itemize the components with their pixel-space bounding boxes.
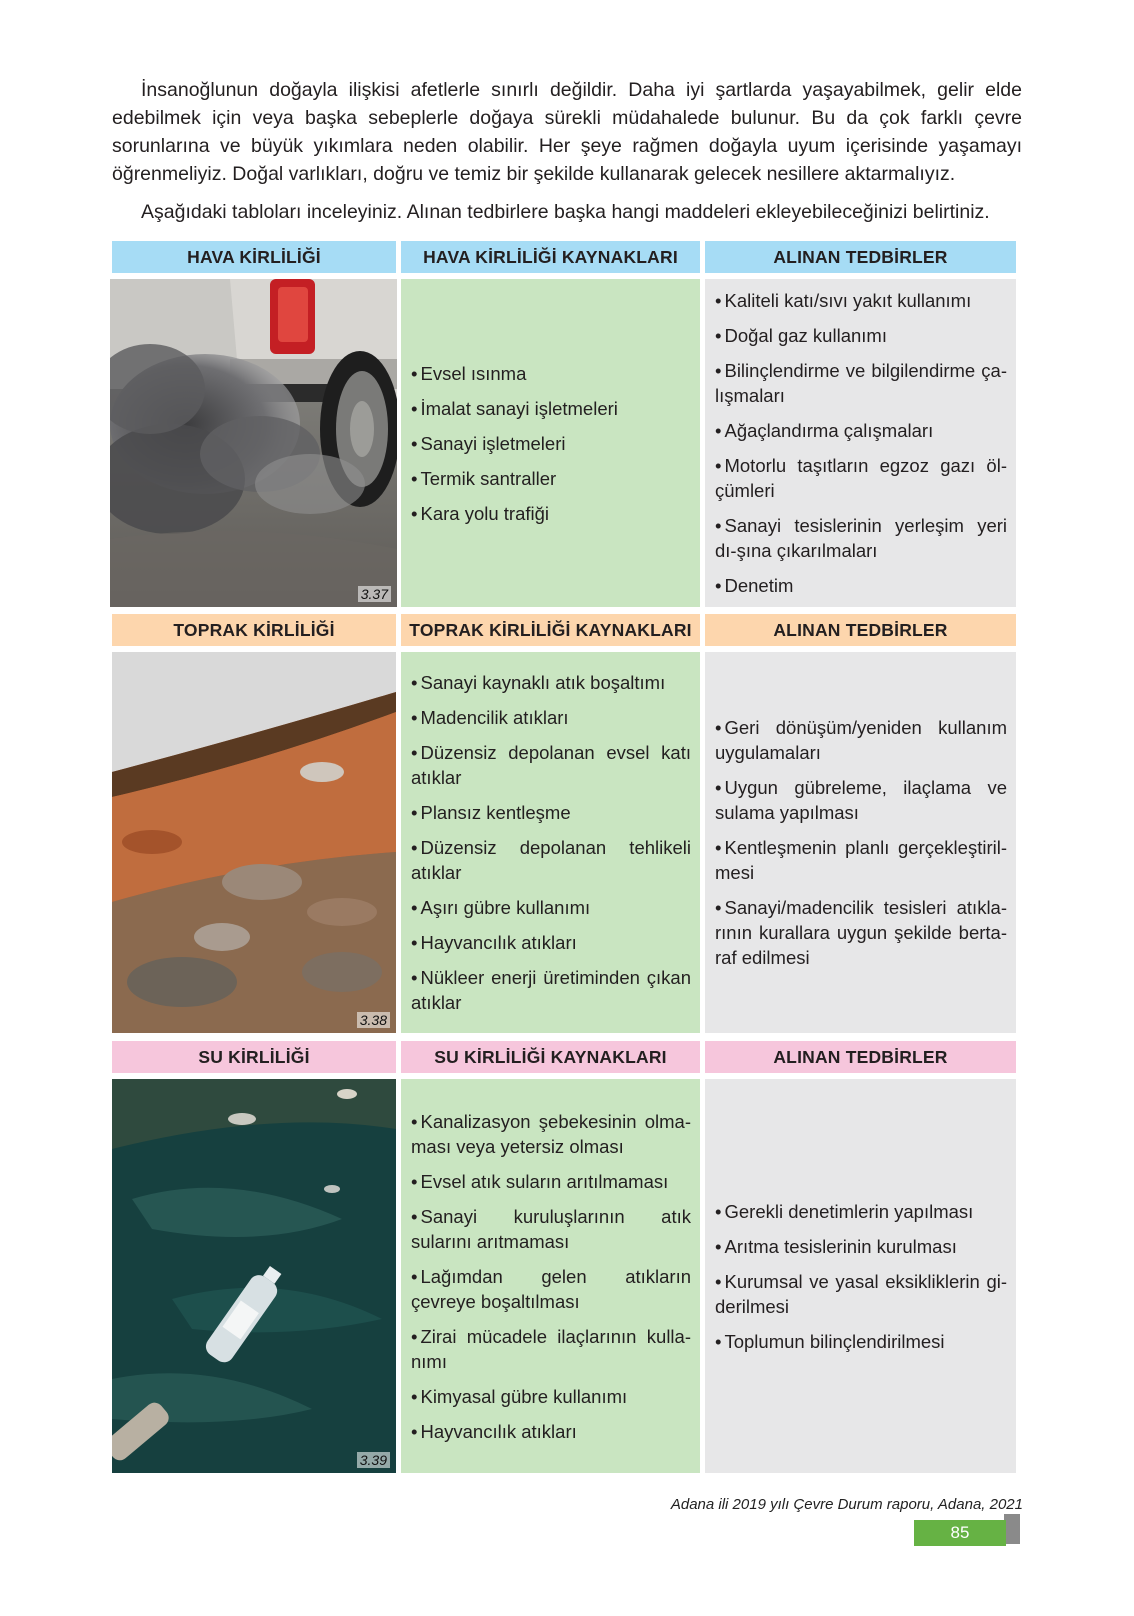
list-item: • Termik santraller: [411, 466, 691, 491]
water-sources-header: SU KİRLİLİĞİ KAYNAKLARI: [401, 1041, 700, 1073]
polluted-soil-image: [112, 652, 396, 1033]
air-sources-header: HAVA KİRLİLİĞİ KAYNAKLARI: [401, 241, 700, 273]
intro-paragraph-1: İnsanoğlunun doğayla ilişkisi afetlerle sınırlı değildir. Daha iyi şartlarda yaşayabilmek, gelir elde edebilmek için veya başka sebeplerle doğaya sürekli müdahalede bulunur. Bu da çok farklı çevre sorunlarına ve büyük yıkımlara neden olabilir. Her şeye rağmen doğayla uyum içerisinde yaşamayı öğrenmeliyiz. Doğal varlıkları, doğru ve temiz bir şekilde kullanarak gelecek nesillere aktarmalıyız.: [112, 79, 1022, 185]
water-measures-cell: [705, 1079, 1016, 1473]
list-item: • Sanayi kaynaklı atık boşaltımı: [411, 670, 691, 695]
list-item: • Sanayi işletmeleri: [411, 431, 691, 456]
list-item: • Kanalizasyon şebekesinin olma-ması veya yetersiz olması: [411, 1109, 691, 1159]
list-item: • Sanayi/madencilik tesisleri atıkla-rının kurallara uygun şekilde berta-raf edilmesi: [715, 895, 1007, 970]
car-exhaust-image: [110, 279, 397, 607]
soil-measures-cell: [705, 652, 1016, 1033]
soil-pollution-header: TOPRAK KİRLİLİĞİ: [112, 614, 396, 646]
water-sources-cell: [401, 1079, 700, 1473]
page-number: 85: [914, 1520, 1006, 1546]
list-item: • Madencilik atıkları: [411, 705, 691, 730]
figure-number-3-39: 3.39: [357, 1452, 390, 1468]
list-item: • Kimyasal gübre kullanımı: [411, 1384, 691, 1409]
water-pollution-photo: [112, 1079, 396, 1473]
list-item: • Aşırı gübre kullanımı: [411, 895, 691, 920]
air-measures-header: ALINAN TEDBİRLER: [705, 241, 1016, 273]
list-item: • Evsel atık suların arıtılmaması: [411, 1169, 691, 1194]
list-item: • Sanayi kuruluşlarının atık sularını arıtmaması: [411, 1204, 691, 1254]
intro-text: [112, 76, 1022, 226]
list-item: • İmalat sanayi işletmeleri: [411, 396, 691, 421]
list-item: • Evsel ısınma: [411, 361, 691, 386]
list-item: • Gerekli denetimlerin yapılması: [715, 1199, 1007, 1224]
soil-pollution-photo: [112, 652, 396, 1033]
source-citation: Adana ili 2019 yılı Çevre Durum raporu, Adana, 2021: [670, 1496, 1023, 1513]
list-item: • Hayvancılık atıkları: [411, 930, 691, 955]
polluted-water-image: [112, 1079, 396, 1473]
list-item: • Kurumsal ve yasal eksikliklerin gi-derilmesi: [715, 1269, 1007, 1319]
air-sources-cell: [401, 279, 700, 607]
page-number-shadow: [1004, 1514, 1020, 1544]
air-pollution-header: HAVA KİRLİLİĞİ: [112, 241, 396, 273]
list-item: • Doğal gaz kullanımı: [715, 323, 1007, 348]
figure-number-3-37: 3.37: [358, 586, 391, 602]
list-item: • Kentleşmenin planlı gerçekleştiril-mesi: [715, 835, 1007, 885]
list-item: • Denetim: [715, 573, 1007, 598]
list-item: • Lağımdan gelen atıkların çevreye boşaltılması: [411, 1264, 691, 1314]
list-item: • Toplumun bilinçlendirilmesi: [715, 1329, 1007, 1354]
water-pollution-header: SU KİRLİLİĞİ: [112, 1041, 396, 1073]
water-measures-header: ALINAN TEDBİRLER: [705, 1041, 1016, 1073]
list-item: • Uygun gübreleme, ilaçlama ve sulama yapılması: [715, 775, 1007, 825]
figure-number-3-38: 3.38: [357, 1012, 390, 1028]
list-item: • Bilinçlendirme ve bilgilendirme ça-lışmaları: [715, 358, 1007, 408]
list-item: • Geri dönüşüm/yeniden kullanım uygulamaları: [715, 715, 1007, 765]
list-item: • Zirai mücadele ilaçlarının kulla-nımı: [411, 1324, 691, 1374]
air-pollution-photo: [110, 279, 397, 607]
intro-paragraph-2: Aşağıdaki tabloları inceleyiniz. Alınan tedbirlere başka hangi maddeleri ekleyebileceğinizi belirtiniz.: [141, 201, 990, 223]
list-item: • Hayvancılık atıkları: [411, 1419, 691, 1444]
list-item: • Düzensiz depolanan tehlikeli atıklar: [411, 835, 691, 885]
soil-sources-header: TOPRAK KİRLİLİĞİ KAYNAKLARI: [401, 614, 700, 646]
list-item: • Ağaçlandırma çalışmaları: [715, 418, 1007, 443]
soil-sources-cell: [401, 652, 700, 1033]
list-item: • Sanayi tesislerinin yerleşim yeri dı-şına çıkarılmaları: [715, 513, 1007, 563]
list-item: • Motorlu taşıtların egzoz gazı öl-çümleri: [715, 453, 1007, 503]
list-item: • Düzensiz depolanan evsel katı atıklar: [411, 740, 691, 790]
soil-measures-header: ALINAN TEDBİRLER: [705, 614, 1016, 646]
list-item: • Plansız kentleşme: [411, 800, 691, 825]
list-item: • Kara yolu trafiği: [411, 501, 691, 526]
air-measures-cell: [705, 279, 1016, 607]
list-item: • Kaliteli katı/sıvı yakıt kullanımı: [715, 288, 1007, 313]
list-item: • Nükleer enerji üretiminden çıkan atıklar: [411, 965, 691, 1015]
list-item: • Arıtma tesislerinin kurulması: [715, 1234, 1007, 1259]
